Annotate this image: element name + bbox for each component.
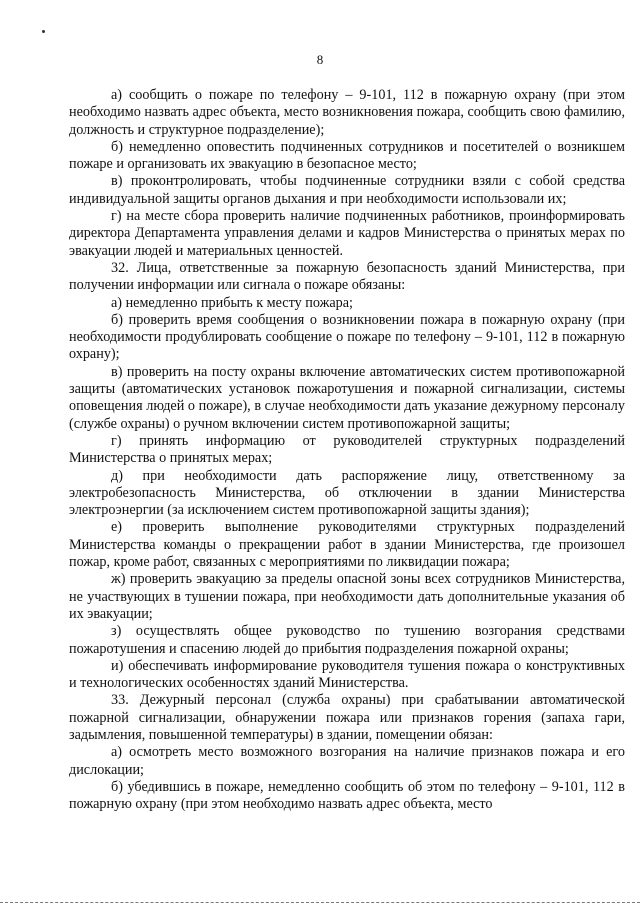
page-number: 8 [316,52,324,67]
paragraph-33a: а) осмотреть место возможного возгорания на наличие признаков пожара и его дислокации; [69,744,625,778]
paragraph-32a: а) немедленно прибыть к месту пожара; [111,294,353,311]
paragraph-32g: г) принять информацию от руководителей структурных подразделений Министерства о принятых мерах; [69,432,625,467]
paragraph-31a: а) сообщить о пожаре по телефону – 9-101, 112 в пожарную охрану (при этом необходимо назвать адрес объекта, место возникновения пожара, сообщить свою фамилию, должность и структурное подразделение); [69,87,625,138]
scan-speck [42,30,45,33]
paragraph-32z: з) осуществлять общее руководство по тушению возгорания средствами пожаротушения и спасению людей до прибытия подразделения пожарной охраны; [69,623,625,657]
paragraph-31v: в) проконтролировать, чтобы подчиненные сотрудники взяли с собой средства индивидуальной защиты органов дыхания и при необходимости использовали их; [69,173,625,207]
paragraph-31g: г) на месте сбора проверить наличие подчиненных работников, проинформировать директора Департамента управления делами и кадров Министерства о принятых мерах по эвакуации людей и материальных ценностей. [69,208,625,259]
document-body [69,87,625,813]
paragraph-32: 32. Лица, ответственные за пожарную безопасность зданий Министерства, при получении информации или сигнала о пожаре обязаны: [69,259,625,294]
paragraph-32d: д) при необходимости дать распоряжение лицу, ответственному за электробезопасность Министерства, об отключении в здании Министерства электроэнергии (за исключением систем противопожарной защиты здания); [69,467,625,519]
paragraph-33: 33. Дежурный персонал (служба охраны) при срабатывании автоматической пожарной сигнализации, обнаружении пожара или признаков горения (запаха гари, задымления, повышенной температуры) в здании, помещении обязан: [69,692,625,743]
scan-bottom-edge [0,902,640,903]
paragraph-32i: и) обеспечивать информирование руководителя тушения пожара о конструктивных и технологических особенностях зданий Министерства. [69,657,625,692]
paragraph-31b: б) немедленно оповестить подчиненных сотрудников и посетителей о возникшем пожаре и организовать их эвакуацию в безопасное место; [69,138,625,173]
paragraph-32v: в) проверить на посту охраны включение автоматических систем противопожарной защиты (автоматических установок пожаротушения и пожарной сигнализации, системы оповещения людей о пожаре), в случае необходимости дать указание дежурному персоналу (службе охраны) о ручном включении систем противопожарной защиты; [69,363,625,432]
paragraph-32e: е) проверить выполнение руководителями структурных подразделений Министерства команды о прекращении работ в здании Министерства, где произошел пожар, кроме работ, связанных с мероприятиями по ликвидации пожара; [69,519,625,571]
paragraph-32b: б) проверить время сообщения о возникновении пожара в пожарную охрану (при необходимости продублировать сообщение о пожаре по телефону – 9-101, 112 в пожарную охрану); [69,311,625,363]
paragraph-32zh: ж) проверить эвакуацию за пределы опасной зоны всех сотрудников Министерства, не участвующих в тушении пожара, при необходимости дать дополнительные указания об их эвакуации; [69,571,625,622]
paragraph-33b: б) убедившись в пожаре, немедленно сообщить об этом по телефону – 9-101, 112 в пожарную охрану (при этом необходимо назвать адрес объекта, место [69,778,625,813]
